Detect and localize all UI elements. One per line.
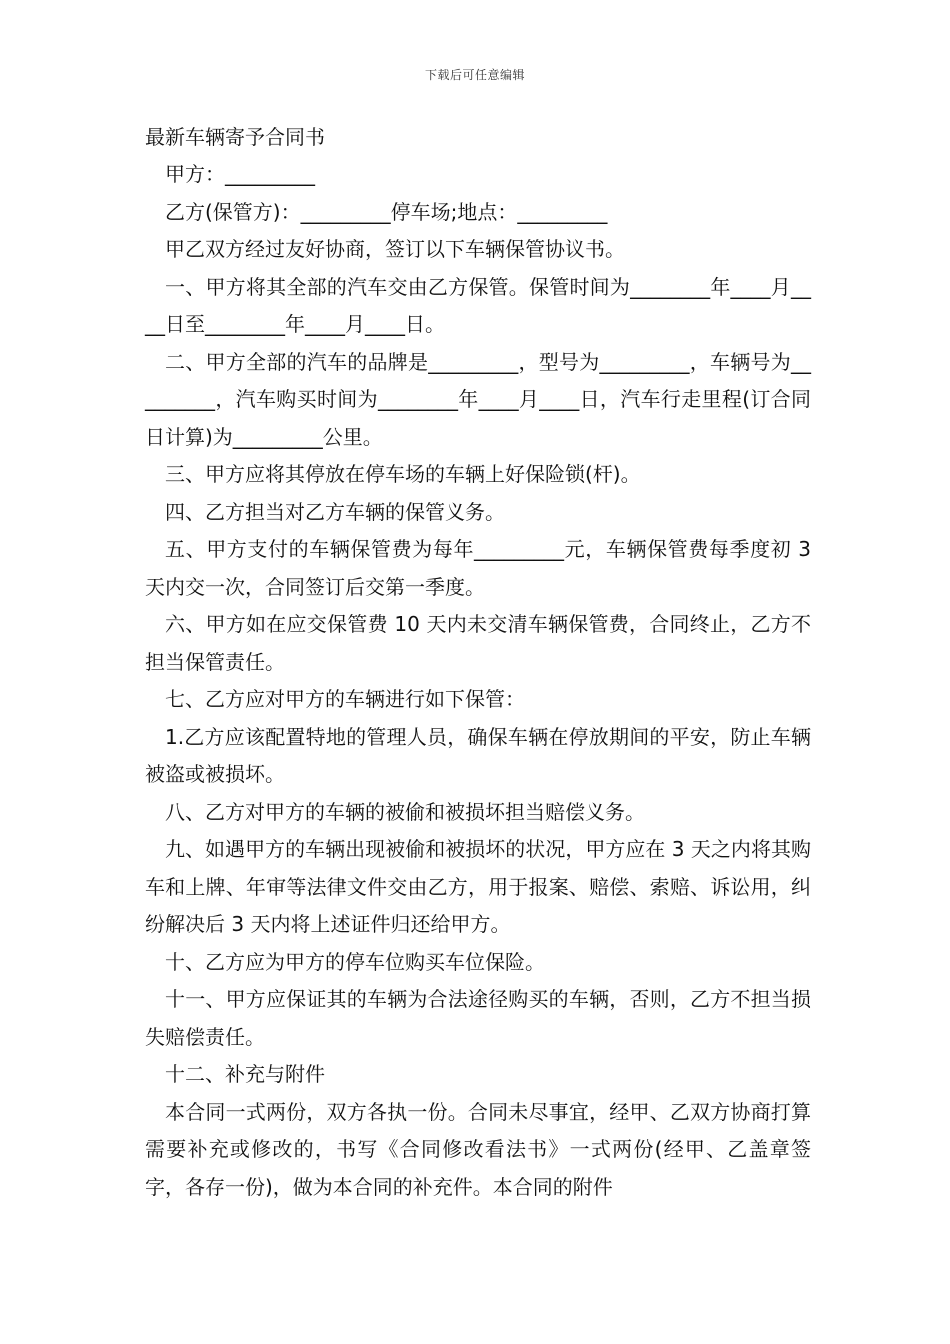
clause-10: 十、乙方应为甲方的停车位购买车位保险。 [165, 949, 545, 974]
header-note: 下载后可任意编辑 [424, 68, 525, 82]
clause-3: 三、甲方应将其停放在停车场的车辆上好保险锁(杆)。 [165, 462, 641, 486]
clause-9: 九、如遇甲方的车辆出现被偷和被损坏的状况，甲方应在 3 天之内将其购车和上牌、年审等法律文件交由乙方，用于报案、赔偿、索赔、诉讼用，纠纷解决后 3 天内将上述证件归还给甲方。 [145, 837, 811, 936]
clause-12: 十二、补充与附件 [165, 1062, 325, 1086]
closing-paragraph: 本合同一式两份，双方各执一份。合同未尽事宜，经甲、乙双方协商打算需要补充或修改的，书写《合同修改看法书》一式两份(经甲、乙盖章签字，各存一份)，做为本合同的补充件。本合同的附件 [145, 1099, 811, 1199]
clause-11: 十一、甲方应保证其的车辆为合法途径购买的车辆，否则，乙方不担当损失赔偿责任。 [145, 987, 811, 1049]
clause-7-item-1: 1.乙方应该配置特地的管理人员，确保车辆在停放期间的平安，防止车辆被盗或被损坏。 [145, 724, 811, 786]
clause-8: 八、乙方对甲方的车辆的被偷和被损坏担当赔偿义务。 [165, 799, 645, 824]
clause-6: 六、甲方如在应交保管费 10 天内未交清车辆保管费，合同终止，乙方不担当保管责任。 [145, 612, 811, 674]
clause-7: 七、乙方应对甲方的车辆进行如下保管： [165, 687, 525, 711]
party-a-line: 甲方：_________ [165, 162, 315, 186]
preamble-paragraph: 甲乙双方经过友好协商，签订以下车辆保管协议书。 [165, 237, 625, 261]
clause-2: 二、甲方全部的汽车的品牌是_________，型号为_________，车辆号为_________，汽车购买时间为________年____月____日，汽车行走里程(订合同日计算)为_________公里。 [145, 349, 811, 449]
document-body [145, 156, 811, 1206]
party-b-line: 乙方(保管方)：_________停车场;地点：_________ [165, 199, 608, 224]
clause-4: 四、乙方担当对乙方车辆的保管义务。 [165, 499, 505, 524]
clause-5: 五、甲方支付的车辆保管费为每年_________元，车辆保管费每季度初 3 天内交一次，合同签订后交第一季度。 [145, 537, 811, 599]
clause-1: 一、甲方将其全部的汽车交由乙方保管。保管时间为________年____月____日至________年____月____日。 [145, 274, 811, 336]
document-title: 最新车辆寄予合同书 [145, 125, 325, 149]
